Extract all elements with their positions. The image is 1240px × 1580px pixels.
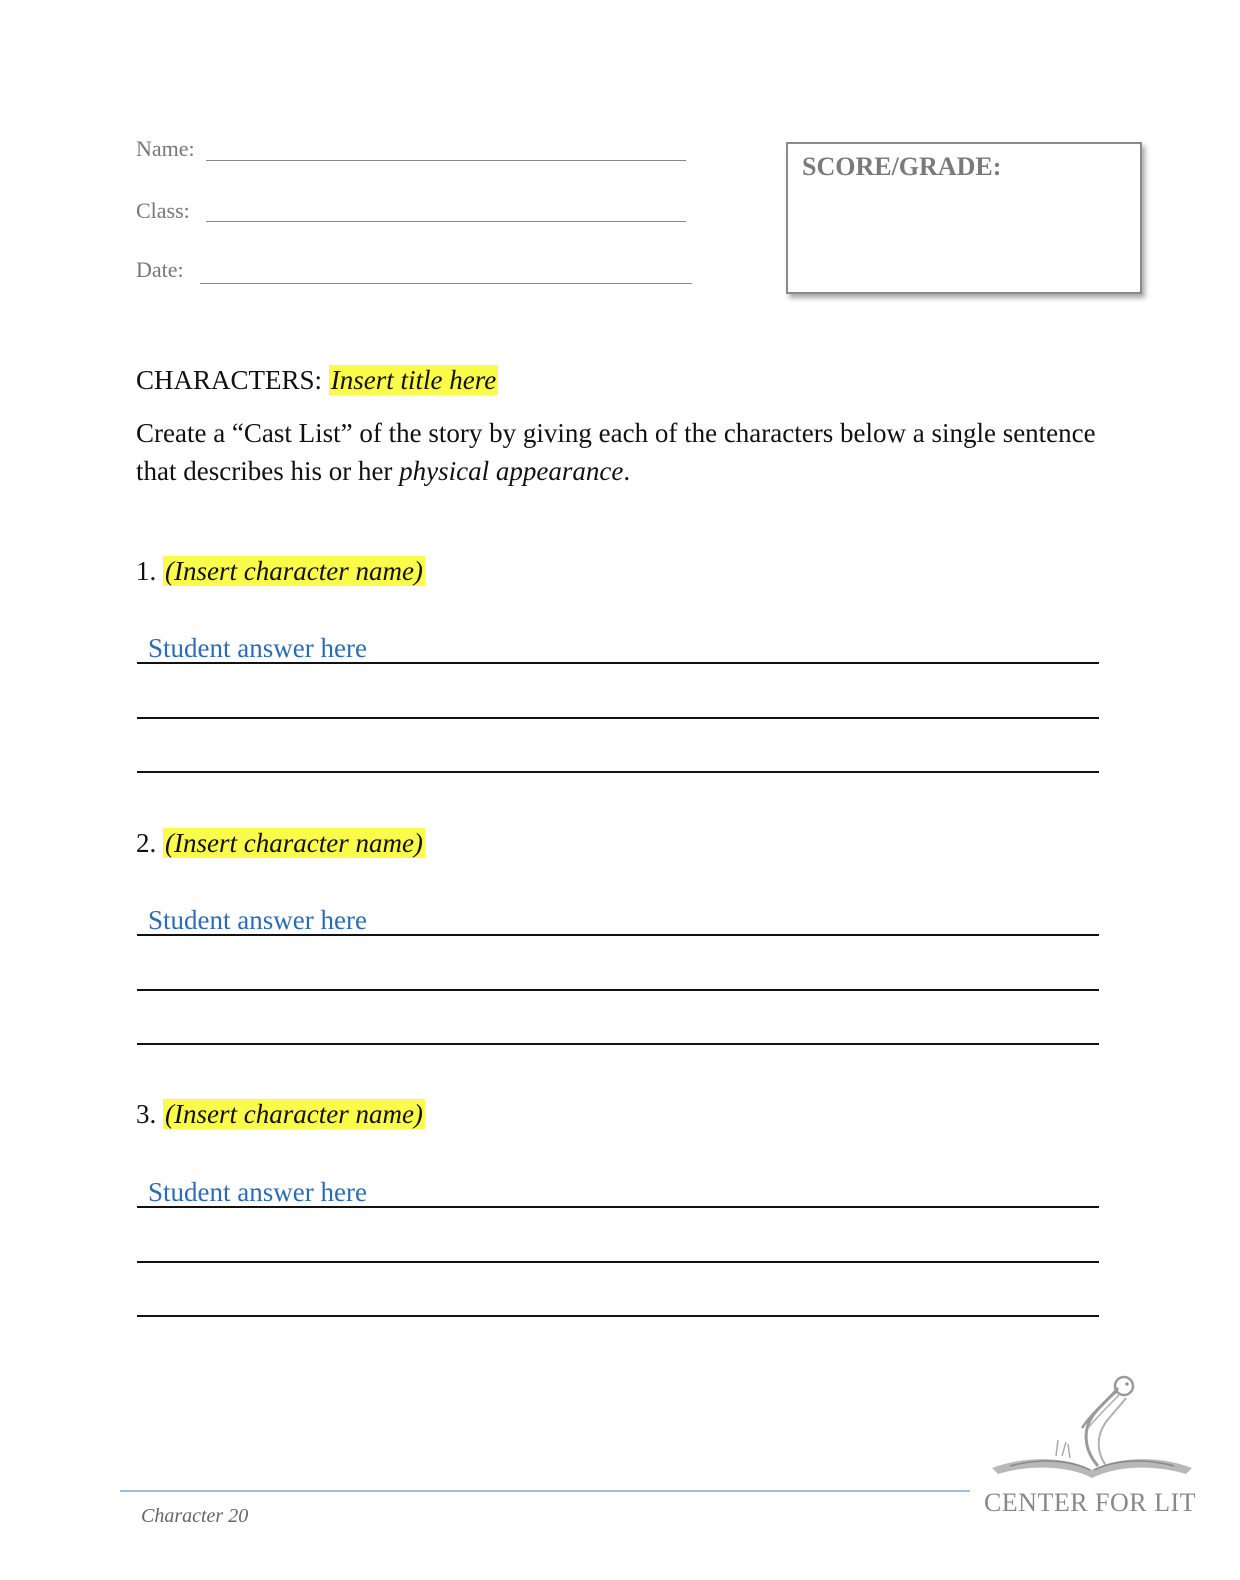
center-for-lit-logo: [980, 1370, 1200, 1530]
answer-placeholder[interactable]: Student answer here: [148, 633, 367, 663]
class-label: Class:: [136, 198, 190, 223]
date-field[interactable]: [200, 283, 692, 284]
score-grade-label: SCORE/GRADE:: [802, 152, 1002, 181]
answer-line[interactable]: [137, 1315, 1099, 1317]
character-name-placeholder[interactable]: (Insert character name): [165, 1099, 423, 1129]
character-name-placeholder[interactable]: (Insert character name): [165, 828, 423, 858]
answer-line[interactable]: [137, 989, 1099, 991]
item-number: 3.: [136, 1099, 157, 1129]
character-name-placeholder[interactable]: (Insert character name): [165, 556, 423, 586]
instructions-text: Create a “Cast List” of the story by giving each of the characters below a single sentence that describes his or her: [136, 418, 1096, 486]
answer-line[interactable]: [137, 1206, 1099, 1208]
date-label: Date:: [136, 257, 184, 282]
answer-line[interactable]: [137, 717, 1099, 719]
answer-line[interactable]: [137, 662, 1099, 664]
name-label: Name:: [136, 136, 195, 161]
item-number: 1.: [136, 556, 157, 586]
footer-page-label: Character 20: [141, 1505, 249, 1527]
score-grade-box[interactable]: [786, 142, 1142, 294]
character-item-1: [136, 556, 425, 587]
logo-text: CENTER FOR LIT: [983, 1488, 1197, 1517]
character-item-3: [136, 1099, 425, 1130]
pelican-book-icon: [980, 1370, 1200, 1490]
instructions-emphasis: physical appearance: [399, 456, 624, 486]
answer-placeholder[interactable]: Student answer here: [148, 1177, 367, 1207]
instructions: [136, 414, 1096, 490]
answer-line[interactable]: [137, 934, 1099, 936]
item-number: 2.: [136, 828, 157, 858]
footer-divider: [120, 1490, 970, 1492]
answer-line[interactable]: [137, 1261, 1099, 1263]
answer-placeholder[interactable]: Student answer here: [148, 905, 367, 935]
characters-heading: CHARACTERS:: [136, 365, 323, 395]
answer-line[interactable]: [137, 771, 1099, 773]
section-heading: [136, 365, 498, 396]
instructions-end: .: [623, 456, 631, 486]
class-field[interactable]: [206, 221, 686, 222]
answer-line[interactable]: [137, 1043, 1099, 1045]
title-placeholder[interactable]: Insert title here: [330, 365, 497, 395]
name-field[interactable]: [206, 160, 686, 161]
character-item-2: [136, 828, 425, 859]
